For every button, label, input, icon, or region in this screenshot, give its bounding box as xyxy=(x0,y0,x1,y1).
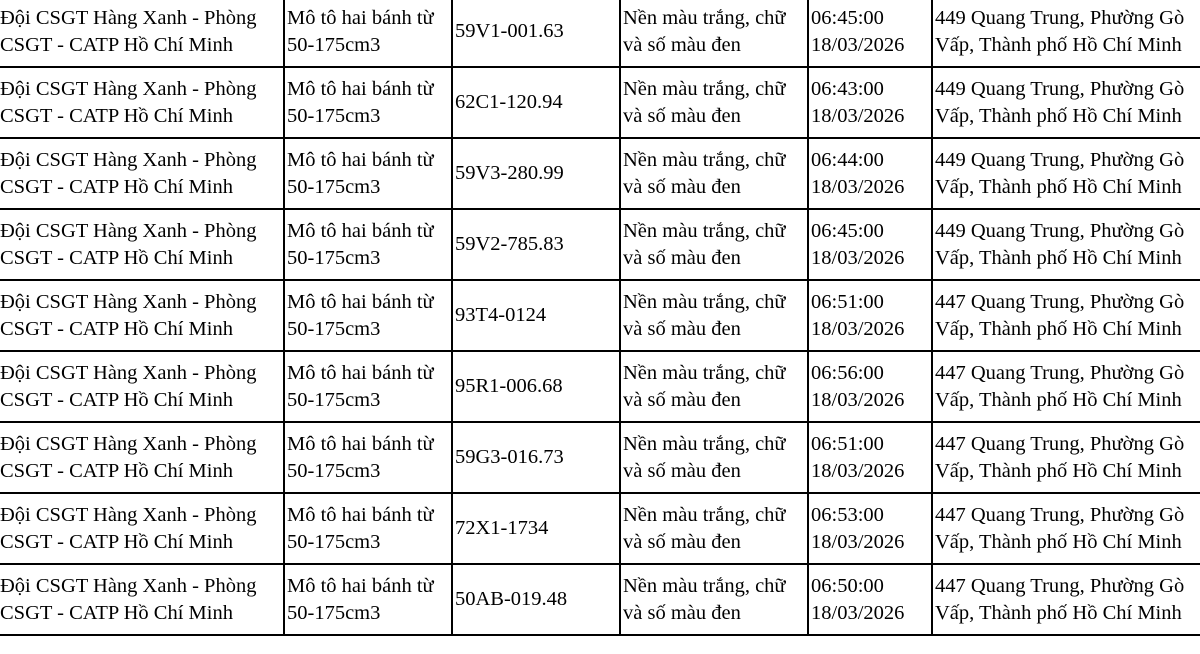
violation-date: 18/03/2026 xyxy=(811,530,905,553)
vehicle-type-cell xyxy=(284,138,452,209)
location-cell xyxy=(932,564,1200,635)
vehicle-type-cell xyxy=(284,493,452,564)
unit-line-1: Đội CSGT Hàng Xanh - Phòng xyxy=(0,574,257,597)
vehicle-type-line-2: 50-175cm3 xyxy=(287,246,381,269)
violation-date: 18/03/2026 xyxy=(811,33,905,56)
unit-cell xyxy=(0,0,284,67)
violation-time: 06:56:00 xyxy=(811,361,884,384)
plate-color-cell xyxy=(620,0,808,67)
plate-number-cell: 62C1-120.94 xyxy=(452,67,620,138)
unit-line-1: Đội CSGT Hàng Xanh - Phòng xyxy=(0,361,257,384)
violation-time: 06:51:00 xyxy=(811,432,884,455)
violation-date: 18/03/2026 xyxy=(811,175,905,198)
plate-color-cell xyxy=(620,67,808,138)
unit-line-2: CSGT - CATP Hồ Chí Minh xyxy=(0,246,233,269)
vehicle-type-cell xyxy=(284,67,452,138)
vehicle-type-cell xyxy=(284,0,452,67)
violation-date: 18/03/2026 xyxy=(811,246,905,269)
unit-cell xyxy=(0,351,284,422)
plate-number-cell: 59G3-016.73 xyxy=(452,422,620,493)
plate-color-line-1: Nền màu trắng, chữ xyxy=(623,290,786,313)
unit-line-1: Đội CSGT Hàng Xanh - Phòng xyxy=(0,6,257,29)
vehicle-type-line-2: 50-175cm3 xyxy=(287,33,381,56)
plate-color-line-2: và số màu đen xyxy=(623,601,741,624)
violation-time-cell xyxy=(808,209,932,280)
violation-time-cell xyxy=(808,493,932,564)
plate-color-line-2: và số màu đen xyxy=(623,33,741,56)
plate-number-cell: 59V2-785.83 xyxy=(452,209,620,280)
location-line-1: 449 Quang Trung, Phường Gò xyxy=(935,77,1185,100)
plate-color-line-2: và số màu đen xyxy=(623,530,741,553)
table-row xyxy=(0,67,1200,138)
violation-time-cell xyxy=(808,0,932,67)
plate-color-cell xyxy=(620,422,808,493)
plate-color-line-1: Nền màu trắng, chữ xyxy=(623,219,786,242)
unit-line-2: CSGT - CATP Hồ Chí Minh xyxy=(0,388,233,411)
plate-number-cell: 59V1-001.63 xyxy=(452,0,620,67)
vehicle-type-line-2: 50-175cm3 xyxy=(287,175,381,198)
plate-color-line-1: Nền màu trắng, chữ xyxy=(623,574,786,597)
violation-time: 06:50:00 xyxy=(811,574,884,597)
plate-number-cell: 50AB-019.48 xyxy=(452,564,620,635)
unit-line-2: CSGT - CATP Hồ Chí Minh xyxy=(0,317,233,340)
location-cell xyxy=(932,0,1200,67)
vehicle-type-cell xyxy=(284,209,452,280)
violation-time: 06:45:00 xyxy=(811,6,884,29)
violation-time-cell xyxy=(808,422,932,493)
violation-time-cell xyxy=(808,351,932,422)
location-cell xyxy=(932,280,1200,351)
violation-date: 18/03/2026 xyxy=(811,104,905,127)
violation-date: 18/03/2026 xyxy=(811,459,905,482)
table-row xyxy=(0,493,1200,564)
unit-cell xyxy=(0,67,284,138)
plate-color-cell xyxy=(620,138,808,209)
vehicle-type-line-1: Mô tô hai bánh từ xyxy=(287,219,434,242)
unit-cell xyxy=(0,280,284,351)
violation-date: 18/03/2026 xyxy=(811,388,905,411)
unit-line-1: Đội CSGT Hàng Xanh - Phòng xyxy=(0,503,257,526)
location-line-2: Vấp, Thành phố Hồ Chí Minh xyxy=(935,388,1182,411)
table-row xyxy=(0,209,1200,280)
vehicle-type-line-1: Mô tô hai bánh từ xyxy=(287,432,434,455)
plate-color-line-1: Nền màu trắng, chữ xyxy=(623,148,786,171)
unit-line-1: Đội CSGT Hàng Xanh - Phòng xyxy=(0,290,257,313)
violation-time: 06:51:00 xyxy=(811,290,884,313)
vehicle-type-line-1: Mô tô hai bánh từ xyxy=(287,503,434,526)
unit-cell xyxy=(0,422,284,493)
violation-time-cell xyxy=(808,564,932,635)
vehicle-type-line-2: 50-175cm3 xyxy=(287,104,381,127)
unit-line-1: Đội CSGT Hàng Xanh - Phòng xyxy=(0,148,257,171)
unit-line-2: CSGT - CATP Hồ Chí Minh xyxy=(0,175,233,198)
unit-cell xyxy=(0,138,284,209)
vehicle-type-line-1: Mô tô hai bánh từ xyxy=(287,77,434,100)
plate-color-line-1: Nền màu trắng, chữ xyxy=(623,432,786,455)
plate-color-line-2: và số màu đen xyxy=(623,388,741,411)
violation-time-cell xyxy=(808,138,932,209)
location-line-2: Vấp, Thành phố Hồ Chí Minh xyxy=(935,175,1182,198)
location-cell xyxy=(932,138,1200,209)
location-line-1: 449 Quang Trung, Phường Gò xyxy=(935,148,1185,171)
location-line-1: 449 Quang Trung, Phường Gò xyxy=(935,219,1185,242)
plate-number-cell: 95R1-006.68 xyxy=(452,351,620,422)
plate-color-cell xyxy=(620,209,808,280)
location-line-2: Vấp, Thành phố Hồ Chí Minh xyxy=(935,459,1182,482)
location-line-2: Vấp, Thành phố Hồ Chí Minh xyxy=(935,530,1182,553)
location-cell xyxy=(932,351,1200,422)
plate-number-cell: 72X1-1734 xyxy=(452,493,620,564)
plate-color-cell xyxy=(620,564,808,635)
plate-number-cell: 59V3-280.99 xyxy=(452,138,620,209)
table-row xyxy=(0,0,1200,67)
unit-line-1: Đội CSGT Hàng Xanh - Phòng xyxy=(0,219,257,242)
vehicle-type-line-1: Mô tô hai bánh từ xyxy=(287,574,434,597)
unit-line-2: CSGT - CATP Hồ Chí Minh xyxy=(0,530,233,553)
unit-cell xyxy=(0,493,284,564)
plate-color-line-1: Nền màu trắng, chữ xyxy=(623,77,786,100)
unit-line-1: Đội CSGT Hàng Xanh - Phòng xyxy=(0,77,257,100)
plate-color-line-1: Nền màu trắng, chữ xyxy=(623,6,786,29)
plate-color-line-2: và số màu đen xyxy=(623,175,741,198)
table-row xyxy=(0,280,1200,351)
location-line-1: 447 Quang Trung, Phường Gò xyxy=(935,290,1185,313)
violation-time: 06:45:00 xyxy=(811,219,884,242)
vehicle-type-line-2: 50-175cm3 xyxy=(287,317,381,340)
vehicle-type-line-1: Mô tô hai bánh từ xyxy=(287,290,434,313)
location-line-1: 447 Quang Trung, Phường Gò xyxy=(935,503,1185,526)
vehicle-type-line-1: Mô tô hai bánh từ xyxy=(287,6,434,29)
unit-line-2: CSGT - CATP Hồ Chí Minh xyxy=(0,459,233,482)
location-line-2: Vấp, Thành phố Hồ Chí Minh xyxy=(935,104,1182,127)
location-cell xyxy=(932,422,1200,493)
plate-number-cell: 93T4-0124 xyxy=(452,280,620,351)
vehicle-type-cell xyxy=(284,351,452,422)
location-line-2: Vấp, Thành phố Hồ Chí Minh xyxy=(935,33,1182,56)
vehicle-type-line-2: 50-175cm3 xyxy=(287,601,381,624)
vehicle-type-line-2: 50-175cm3 xyxy=(287,530,381,553)
violation-date: 18/03/2026 xyxy=(811,317,905,340)
violation-time: 06:43:00 xyxy=(811,77,884,100)
location-line-1: 447 Quang Trung, Phường Gò xyxy=(935,361,1185,384)
vehicle-type-cell xyxy=(284,280,452,351)
vehicle-type-line-1: Mô tô hai bánh từ xyxy=(287,361,434,384)
location-line-1: 449 Quang Trung, Phường Gò xyxy=(935,6,1185,29)
violation-time-cell xyxy=(808,280,932,351)
plate-color-line-1: Nền màu trắng, chữ xyxy=(623,503,786,526)
plate-color-cell xyxy=(620,351,808,422)
table-row xyxy=(0,138,1200,209)
location-line-2: Vấp, Thành phố Hồ Chí Minh xyxy=(935,246,1182,269)
plate-color-line-2: và số màu đen xyxy=(623,246,741,269)
unit-line-2: CSGT - CATP Hồ Chí Minh xyxy=(0,601,233,624)
unit-line-2: CSGT - CATP Hồ Chí Minh xyxy=(0,33,233,56)
unit-cell xyxy=(0,209,284,280)
vehicle-type-cell xyxy=(284,564,452,635)
vehicle-type-line-2: 50-175cm3 xyxy=(287,388,381,411)
location-cell xyxy=(932,67,1200,138)
plate-color-cell xyxy=(620,280,808,351)
table-row xyxy=(0,564,1200,635)
location-line-2: Vấp, Thành phố Hồ Chí Minh xyxy=(935,601,1182,624)
location-cell xyxy=(932,209,1200,280)
plate-color-cell xyxy=(620,493,808,564)
violation-date: 18/03/2026 xyxy=(811,601,905,624)
plate-color-line-2: và số màu đen xyxy=(623,459,741,482)
location-line-1: 447 Quang Trung, Phường Gò xyxy=(935,432,1185,455)
location-line-2: Vấp, Thành phố Hồ Chí Minh xyxy=(935,317,1182,340)
unit-cell xyxy=(0,564,284,635)
violation-time: 06:53:00 xyxy=(811,503,884,526)
location-cell xyxy=(932,493,1200,564)
plate-color-line-1: Nền màu trắng, chữ xyxy=(623,361,786,384)
table-row xyxy=(0,351,1200,422)
violation-time-cell xyxy=(808,67,932,138)
plate-color-line-2: và số màu đen xyxy=(623,317,741,340)
violation-time: 06:44:00 xyxy=(811,148,884,171)
location-line-1: 447 Quang Trung, Phường Gò xyxy=(935,574,1185,597)
vehicle-type-line-2: 50-175cm3 xyxy=(287,459,381,482)
plate-color-line-2: và số màu đen xyxy=(623,104,741,127)
unit-line-2: CSGT - CATP Hồ Chí Minh xyxy=(0,104,233,127)
vehicle-type-line-1: Mô tô hai bánh từ xyxy=(287,148,434,171)
table-row xyxy=(0,422,1200,493)
unit-line-1: Đội CSGT Hàng Xanh - Phòng xyxy=(0,432,257,455)
vehicle-type-cell xyxy=(284,422,452,493)
